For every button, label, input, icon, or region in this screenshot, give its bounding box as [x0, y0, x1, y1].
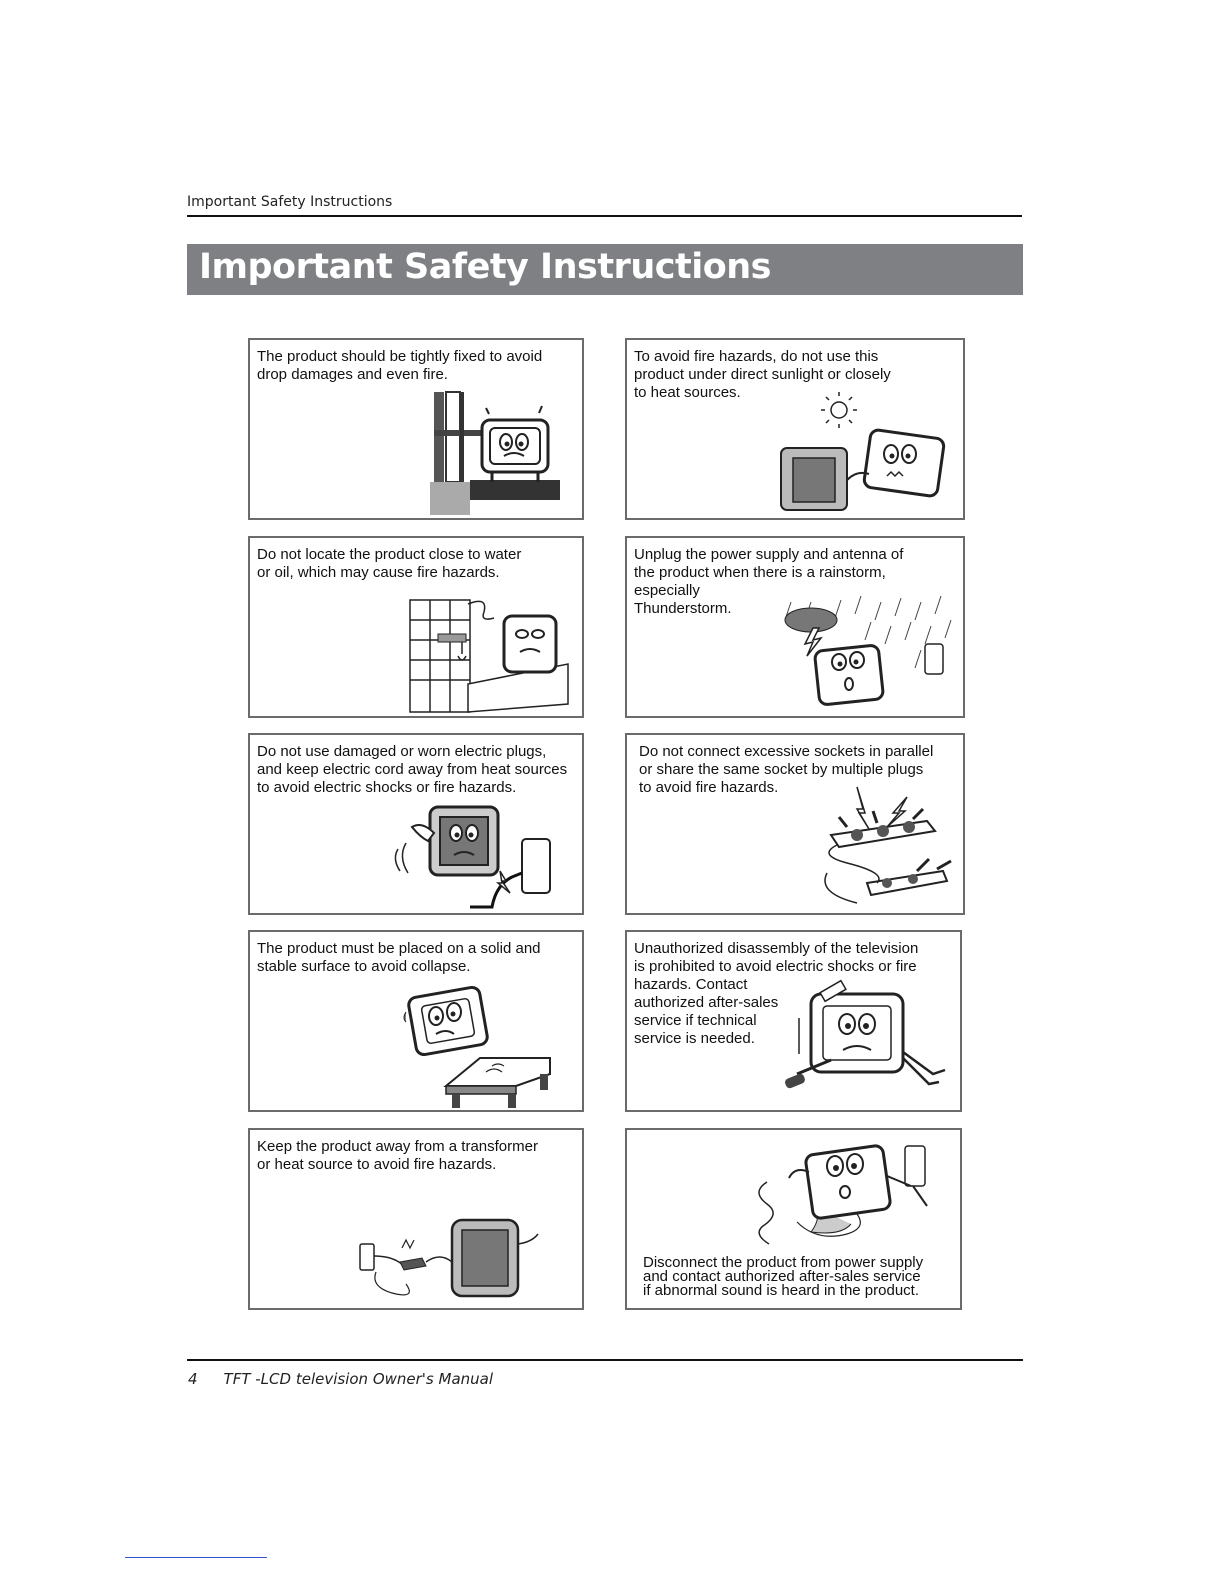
- safety-panel-8: [625, 930, 962, 1112]
- panel-caption: Disconnect the product from power supply and contact authorized after-sales service if abnormal sound is heard in the product.: [643, 1254, 924, 1299]
- safety-panel-6: [625, 733, 965, 915]
- running-header: Important Safety Instructions: [187, 194, 393, 210]
- page-number: 4: [188, 1370, 198, 1388]
- panel-caption: Do not use damaged or worn electric plugs, and keep electric cord away from heat sources to avoid electric shocks or fire hazards.: [257, 743, 568, 796]
- safety-panel-9: [248, 1128, 584, 1310]
- tv-falling-from-window-icon: [430, 390, 580, 520]
- panel-caption: The product must be placed on a solid and stable surface to avoid collapse.: [257, 940, 541, 975]
- panel-caption: Unauthorized disassembly of the television is prohibited to avoid electric shocks or fire hazards. Contact authorized after-sales service if technical service is needed.: [634, 940, 919, 1047]
- page-title: Important Safety Instructions: [199, 247, 772, 287]
- tv-with-tools-icon: [777, 978, 957, 1108]
- tv-on-unstable-table-icon: [400, 982, 560, 1110]
- safety-panel-2: [625, 338, 965, 520]
- tv-in-sunlight-icon: [777, 392, 957, 517]
- safety-panel-1: [248, 338, 584, 520]
- page-footer: [188, 1370, 493, 1388]
- tv-in-thunderstorm-icon: [775, 590, 960, 716]
- tv-near-transformer-icon: [356, 1214, 556, 1308]
- header-rule: [187, 215, 1022, 217]
- safety-panel-5: [248, 733, 584, 915]
- safety-panel-7: [248, 930, 584, 1112]
- panel-caption: Do not connect excessive sockets in parallel or share the same socket by multiple plugs to avoid fire hazards.: [639, 743, 934, 796]
- tv-damaged-plug-icon: [390, 799, 560, 913]
- panel-caption: The product should be tightly fixed to avoid drop damages and even fire.: [257, 348, 543, 383]
- tv-near-water-icon: [408, 594, 573, 716]
- tv-smoking-unplug-icon: [737, 1136, 937, 1252]
- overloaded-power-strip-icon: [817, 783, 959, 913]
- safety-panel-3: [248, 536, 584, 718]
- manual-title: TFT -LCD television Owner's Manual: [223, 1370, 494, 1388]
- panel-caption: To avoid fire hazards, do not use this product under direct sunlight or closely to heat sources.: [634, 348, 891, 401]
- footer-rule: [187, 1359, 1023, 1361]
- panel-caption: Unplug the power supply and antenna of the product when there is a rainstorm, especially Thunderstorm.: [634, 546, 904, 617]
- title-bar: [187, 244, 1023, 295]
- panel-caption: Do not locate the product close to water or oil, which may cause fire hazards.: [257, 546, 522, 581]
- bottom-left-rule: [125, 1557, 267, 1558]
- safety-panel-10: [625, 1128, 962, 1310]
- safety-panel-4: [625, 536, 965, 718]
- panel-caption: Keep the product away from a transformer or heat source to avoid fire hazards.: [257, 1138, 538, 1173]
